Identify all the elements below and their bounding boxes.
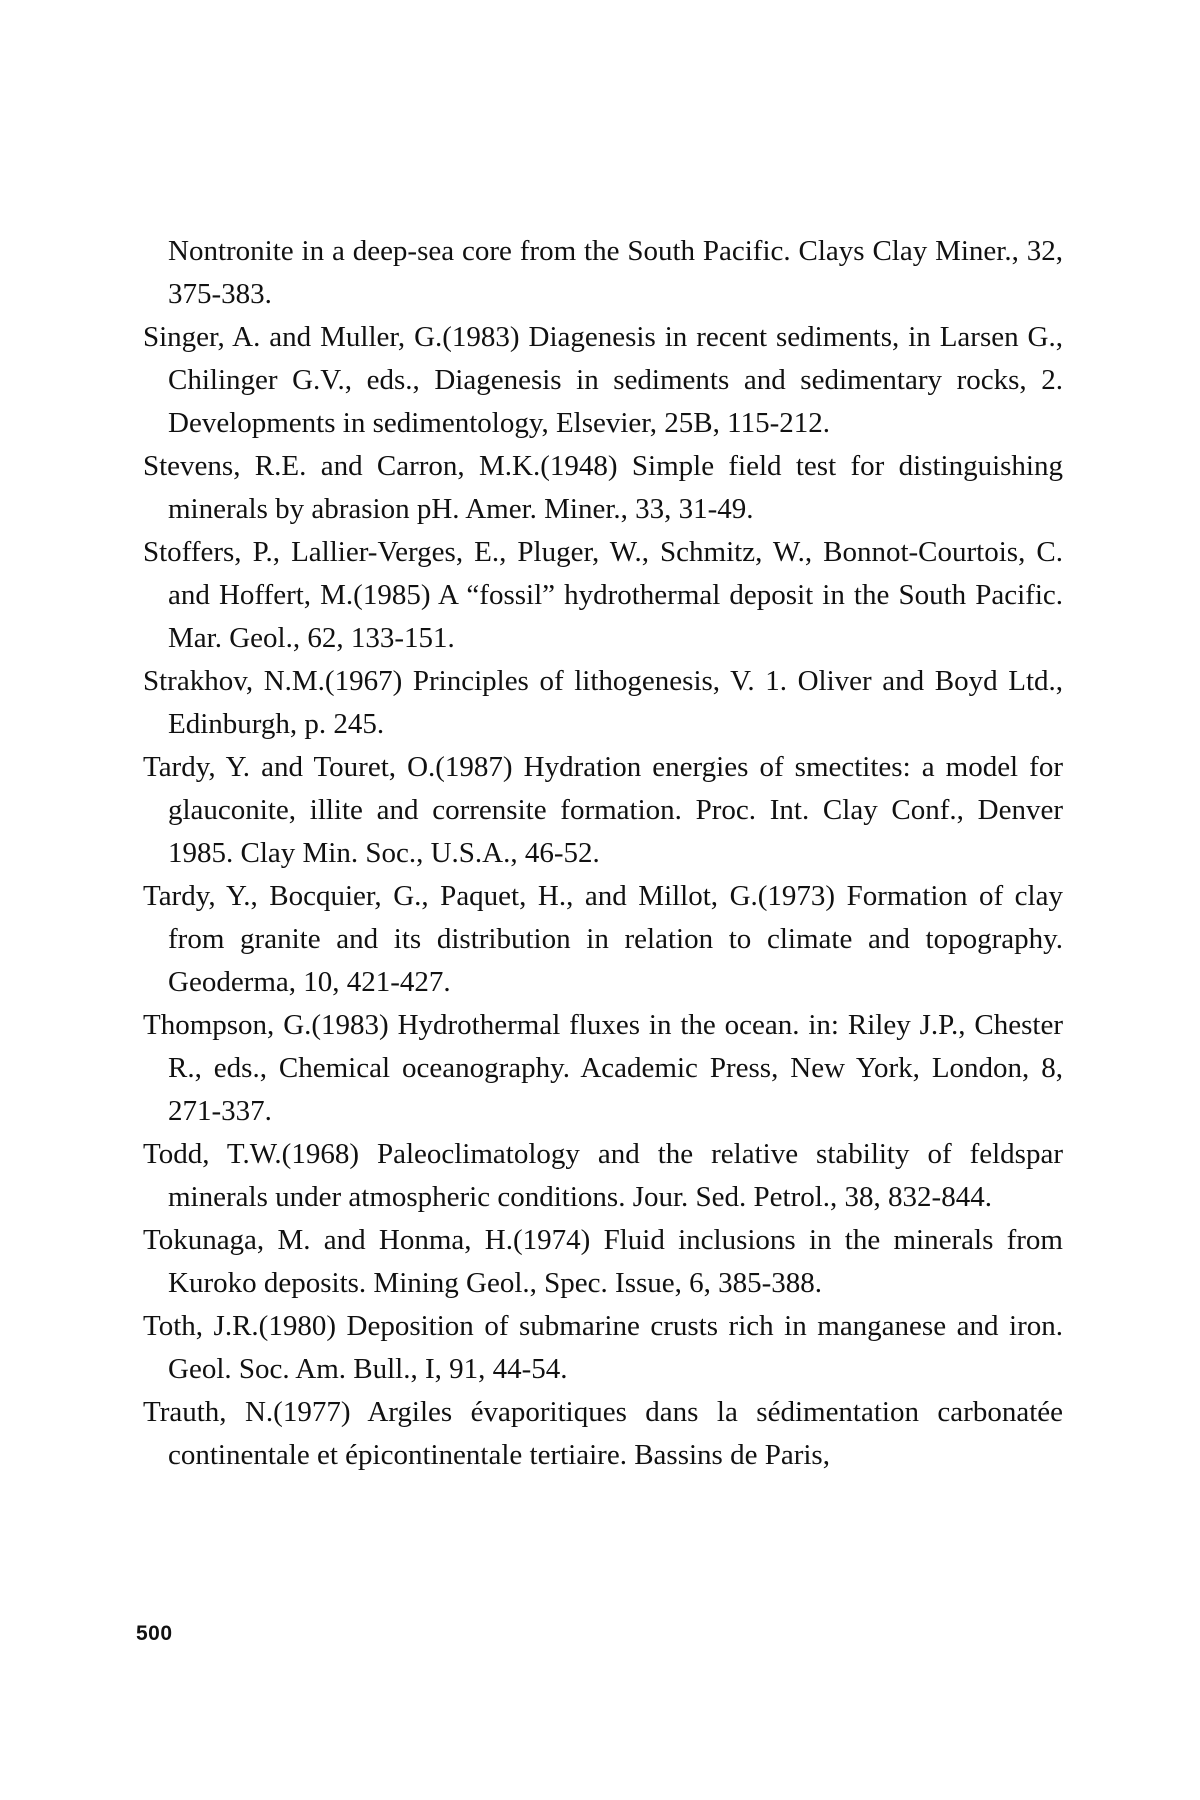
reference-entry-todd: Todd, T.W.(1968) Paleoclimatology and the relative stability of feldspar minerals under atmospheric conditions. Jour. Sed. Petrol., 38, 832-844. bbox=[143, 1138, 1063, 1213]
reference-entry-stevens: Stevens, R.E. and Carron, M.K.(1948) Simple field test for distinguishing minerals by abrasion pH. Amer. Miner., 33, 31-49. bbox=[143, 450, 1063, 525]
reference-list bbox=[143, 230, 1063, 1477]
page-number: 500 bbox=[136, 1622, 173, 1645]
reference-entry-tokunaga: Tokunaga, M. and Honma, H.(1974) Fluid inclusions in the minerals from Kuroko deposits. Mining Geol., Spec. Issue, 6, 385-388. bbox=[143, 1224, 1063, 1299]
reference-entry-thompson: Thompson, G.(1983) Hydrothermal fluxes in the ocean. in: Riley J.P., Chester R., eds., Chemical oceanography. Academic Press, New York, London, 8, 271-337. bbox=[143, 1009, 1063, 1127]
reference-entry-trauth: Trauth, N.(1977) Argiles évaporitiques dans la sédimentation carbonatée continentale et épicontinentale tertiaire. Bassins de Paris, bbox=[143, 1396, 1063, 1471]
reference-entry-singer: Singer, A. and Muller, G.(1983) Diagenesis in recent sediments, in Larsen G., Chilinger G.V., eds., Diagenesis in sediments and sedimentary rocks, 2. Developments in sedimentology, Elsevier, 25B, 115-212. bbox=[143, 321, 1063, 439]
reference-entry-tardy-bocquier: Tardy, Y., Bocquier, G., Paquet, H., and Millot, G.(1973) Formation of clay from granite and its distribution in relation to climate and topography. Geoderma, 10, 421-427. bbox=[143, 880, 1063, 998]
reference-entry-stoffers: Stoffers, P., Lallier-Verges, E., Pluger, W., Schmitz, W., Bonnot-Courtois, C. and Hoffert, M.(1985) A “fossil” hydrothermal deposit in the South Pacific. Mar. Geol., 62, 133-151. bbox=[143, 536, 1063, 654]
reference-entry-strakhov: Strakhov, N.M.(1967) Principles of lithogenesis, V. 1. Oliver and Boyd Ltd., Edinburgh, p. 245. bbox=[143, 665, 1063, 740]
reference-entry-continued: Nontronite in a deep-sea core from the South Pacific. Clays Clay Miner., 32, 375-383. bbox=[168, 235, 1063, 310]
reference-entry-tardy-touret: Tardy, Y. and Touret, O.(1987) Hydration energies of smectites: a model for glauconite, illite and corrensite formation. Proc. Int. Clay Conf., Denver 1985. Clay Min. Soc., U.S.A., 46-52. bbox=[143, 751, 1063, 869]
reference-entry-toth: Toth, J.R.(1980) Deposition of submarine crusts rich in manganese and iron. Geol. Soc. Am. Bull., I, 91, 44-54. bbox=[143, 1310, 1063, 1385]
